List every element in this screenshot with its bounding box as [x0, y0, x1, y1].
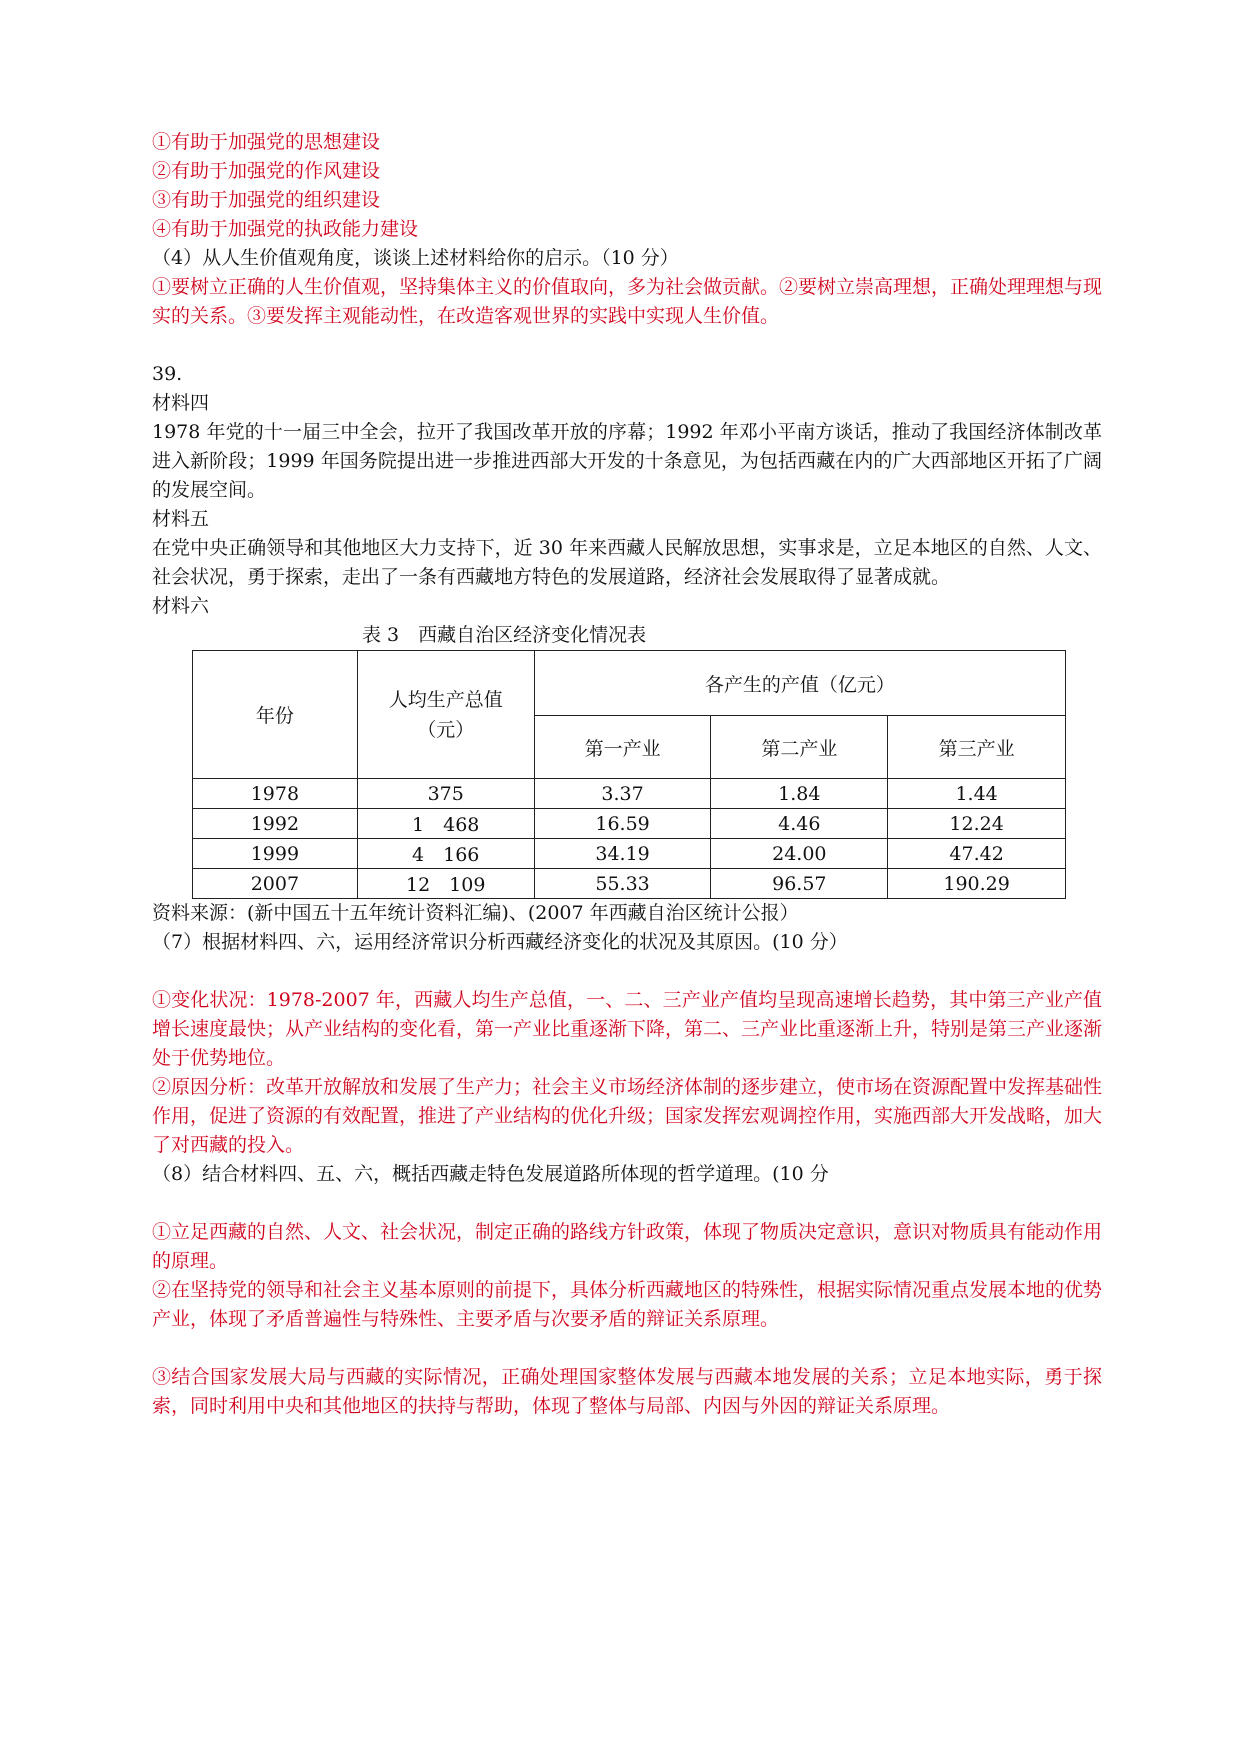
table-caption: 表 3 西藏自治区经济变化情况表: [362, 624, 647, 646]
cell-tertiary: 12.24: [888, 809, 1066, 839]
cell-year: 1978: [193, 779, 358, 809]
header-gdp-per-capita: 人均生产总值（元）: [357, 651, 534, 779]
material-4-text: 1978 年党的十一届三中全会，拉开了我国改革开放的序幕；1992 年邓小平南方谈话，推动了我国经济体制改革进入新阶段；1999 年国务院提出进一步推进西部大开发的十条意见，为包括西藏在内的广大西部地区开拓了广阔的发展空间。: [152, 421, 1102, 501]
cell-secondary: 1.84: [711, 779, 888, 809]
cell-primary: 55.33: [534, 869, 711, 899]
question-7-answer-1: ①变化状况：1978-2007 年，西藏人均生产总值，一、二、三产业产值均呈现高速增长趋势，其中第三产业产值增长速度最快；从产业结构的变化看，第一产业比重逐渐下降，第二、三产业比重逐渐上升，特别是第三产业逐渐处于优势地位。: [152, 989, 1103, 1069]
table-row: [193, 869, 1066, 899]
cell-tertiary: 47.42: [888, 839, 1066, 869]
answer-2: ②有助于加强党的作风建设: [152, 160, 381, 182]
question-39-number: 39.: [152, 363, 183, 385]
cell-tertiary: 1.44: [888, 779, 1066, 809]
material-5-text: 在党中央正确领导和其他地区大力支持下，近 30 年来西藏人民解放思想，实事求是，立足本地区的自然、人文、社会状况，勇于探索，走出了一条有西藏地方特色的发展道路，经济社会发展取得了显著成就。: [152, 537, 1102, 588]
cell-secondary: 4.46: [711, 809, 888, 839]
question-7-answer-2: ②原因分析：改革开放解放和发展了生产力；社会主义市场经济体制的逐步建立，使市场在资源配置中发挥基础性作用，促进了资源的有效配置，推进了产业结构的优化升级；国家发挥宏观调控作用，实施西部大开发战略，加大了对西藏的投入。: [152, 1076, 1103, 1156]
cell-gdp: 1 468: [357, 809, 534, 839]
answer-3: ③有助于加强党的组织建设: [152, 189, 381, 211]
material-6-title: 材料六: [152, 595, 210, 617]
question-8: （8）结合材料四、五、六，概括西藏走特色发展道路所体现的哲学道理。(10 分: [152, 1163, 829, 1185]
document-page: [152, 128, 1102, 1421]
cell-secondary: 24.00: [711, 839, 888, 869]
header-year: 年份: [193, 651, 358, 779]
material-4-title: 材料四: [152, 392, 210, 414]
question-8-answer-3: ③结合国家发展大局与西藏的实际情况，正确处理国家整体发展与西藏本地发展的关系；立足本地实际，勇于探索，同时利用中央和其他地区的扶持与帮助，体现了整体与局部、内因与外因的辩证关系原理。: [152, 1366, 1102, 1417]
header-primary: 第一产业: [534, 716, 711, 779]
table-row: [193, 839, 1066, 869]
question-4-answer: ①要树立正确的人生价值观，坚持集体主义的价值取向，多为社会做贡献。②要树立崇高理想，正确处理理想与现实的关系。③要发挥主观能动性，在改造客观世界的实践中实现人生价值。: [152, 276, 1103, 327]
cell-gdp: 4 166: [357, 839, 534, 869]
table-row: [193, 809, 1066, 839]
question-8-answer-2: ②在坚持党的领导和社会主义基本原则的前提下，具体分析西藏地区的特殊性，根据实际情况重点发展本地的优势产业，体现了矛盾普遍性与特殊性、主要矛盾与次要矛盾的辩证关系原理。: [152, 1279, 1103, 1330]
answer-4: ④有助于加强党的执政能力建设: [152, 218, 419, 240]
question-4: （4）从人生价值观角度，谈谈上述材料给你的启示。（10 分）: [152, 247, 679, 269]
question-8-answer-1: ①立足西藏的自然、人文、社会状况，制定正确的路线方针政策，体现了物质决定意识，意识对物质具有能动作用的原理。: [152, 1221, 1103, 1272]
cell-year: 1992: [193, 809, 358, 839]
cell-gdp: 12 109: [357, 869, 534, 899]
material-5-title: 材料五: [152, 508, 210, 530]
header-secondary: 第二产业: [711, 716, 888, 779]
answer-1: ①有助于加强党的思想建设: [152, 131, 381, 153]
header-tertiary: 第三产业: [888, 716, 1066, 779]
cell-year: 2007: [193, 869, 358, 899]
cell-primary: 16.59: [534, 809, 711, 839]
cell-gdp: 375: [357, 779, 534, 809]
header-output: 各产生的产值（亿元）: [534, 651, 1065, 716]
question-7: （7）根据材料四、六，运用经济常识分析西藏经济变化的状况及其原因。(10 分）: [152, 931, 848, 953]
data-source: 资料来源：(新中国五十五年统计资料汇编)、(2007 年西藏自治区统计公报）: [152, 902, 799, 924]
cell-year: 1999: [193, 839, 358, 869]
cell-primary: 3.37: [534, 779, 711, 809]
cell-tertiary: 190.29: [888, 869, 1066, 899]
table-row: [193, 779, 1066, 809]
cell-primary: 34.19: [534, 839, 711, 869]
cell-secondary: 96.57: [711, 869, 888, 899]
economy-table: [192, 650, 1066, 899]
